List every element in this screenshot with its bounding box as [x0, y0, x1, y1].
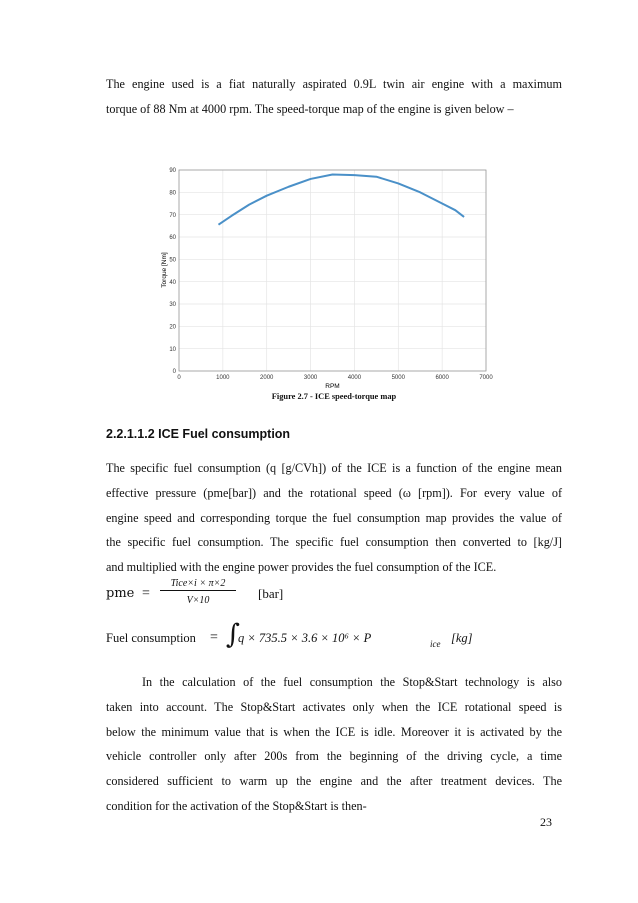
y-tick-label: 40: [169, 279, 176, 286]
formula-body: q × 735.5 × 3.6 × 10⁶ × P: [238, 631, 372, 645]
y-tick-label: 90: [169, 168, 176, 175]
paragraph-line: The specific fuel consumption (q [g/CVh]) of the ICE is a function of the engine mean: [106, 461, 562, 475]
formula-unit: [bar]: [258, 586, 284, 601]
paragraph-line: considered sufficient to warm up the engine and the after treatment devices. The: [106, 774, 562, 789]
figure-caption: Figure 2.7 - ICE speed-torque map: [271, 392, 397, 401]
y-axis-label: Torque [Nm]: [161, 252, 168, 288]
pme-formula: [106, 578, 406, 614]
paragraph-line: engine speed and corresponding torque the fuel consumption map provides the value of: [106, 510, 562, 525]
paragraph-line: below the minimum value that is when the ICE is idle. Moreover it is activated by the: [106, 724, 562, 739]
x-tick-label: 6000: [435, 375, 449, 381]
formula-equals: =: [210, 630, 218, 645]
formula-subscript: ice: [430, 639, 441, 649]
fuel-consumption-formula: [106, 619, 506, 657]
fuel-consumption-paragraph: [106, 456, 562, 580]
x-tick-label: 1000: [216, 375, 230, 381]
x-tick-label: 5000: [391, 375, 405, 381]
x-tick-label: 7000: [479, 375, 493, 381]
torque-series-line: [218, 174, 464, 224]
x-axis-ticks: [177, 375, 493, 381]
y-tick-label: 30: [169, 302, 176, 309]
y-tick-label: 10: [169, 346, 176, 353]
integral-symbol: ∫: [226, 619, 241, 650]
formula-lhs: Fuel consumption: [106, 631, 196, 645]
formula-lhs: pme: [106, 586, 135, 601]
formula-unit: [kg]: [451, 631, 473, 645]
section-heading: 2.2.1.1.2 ICE Fuel consumption: [106, 427, 291, 441]
formula-numerator: Tice×i × π×2: [160, 578, 236, 591]
y-axis-ticks: [169, 168, 176, 375]
grid: [179, 170, 486, 371]
formula-denominator: V×10: [186, 595, 210, 606]
paragraph-line: condition for the activation of the Stop&Start is then-: [106, 798, 367, 813]
stop-start-paragraph: [106, 670, 562, 819]
x-tick-label: 0: [177, 375, 181, 381]
x-tick-label: 4000: [347, 375, 362, 381]
y-tick-label: 0: [172, 369, 176, 376]
paragraph-line: taken into account. The Stop&Start activates only when the ICE rotational speed is: [106, 699, 562, 714]
x-tick-label: 3000: [303, 375, 318, 381]
y-tick-label: 50: [169, 257, 176, 264]
paragraph-line: effective pressure (pme[bar]) and the rotational speed (ω [rpm]). For every value of: [106, 485, 562, 500]
speed-torque-chart: [150, 158, 510, 390]
x-axis-label: RPM: [325, 383, 340, 390]
y-tick-label: 70: [169, 212, 176, 219]
intro-line: torque of 88 Nm at 4000 rpm. The speed-torque map of the engine is given below –: [106, 101, 514, 116]
paragraph-line: and multiplied with the engine power provides the fuel consumption of the ICE.: [106, 560, 497, 575]
paragraph-line: the specific fuel consumption. The specific fuel consumption then converted to [kg/J]: [106, 535, 562, 550]
intro-paragraph: [106, 72, 562, 122]
y-tick-label: 20: [169, 324, 176, 331]
paragraph-line: In the calculation of the fuel consumption the Stop&Start technology is also: [142, 675, 562, 689]
intro-line: The engine used is a fiat naturally aspirated 0.9L twin air engine with a maximum: [106, 77, 562, 91]
plot-frame: [179, 170, 486, 371]
formula-equals: =: [142, 586, 150, 601]
x-tick-label: 2000: [260, 375, 274, 381]
paragraph-line: vehicle controller only after 200s from the beginning of the driving cycle, a time: [106, 749, 562, 764]
page-number: 23: [540, 815, 552, 829]
y-tick-label: 80: [169, 190, 176, 197]
y-tick-label: 60: [169, 235, 176, 242]
